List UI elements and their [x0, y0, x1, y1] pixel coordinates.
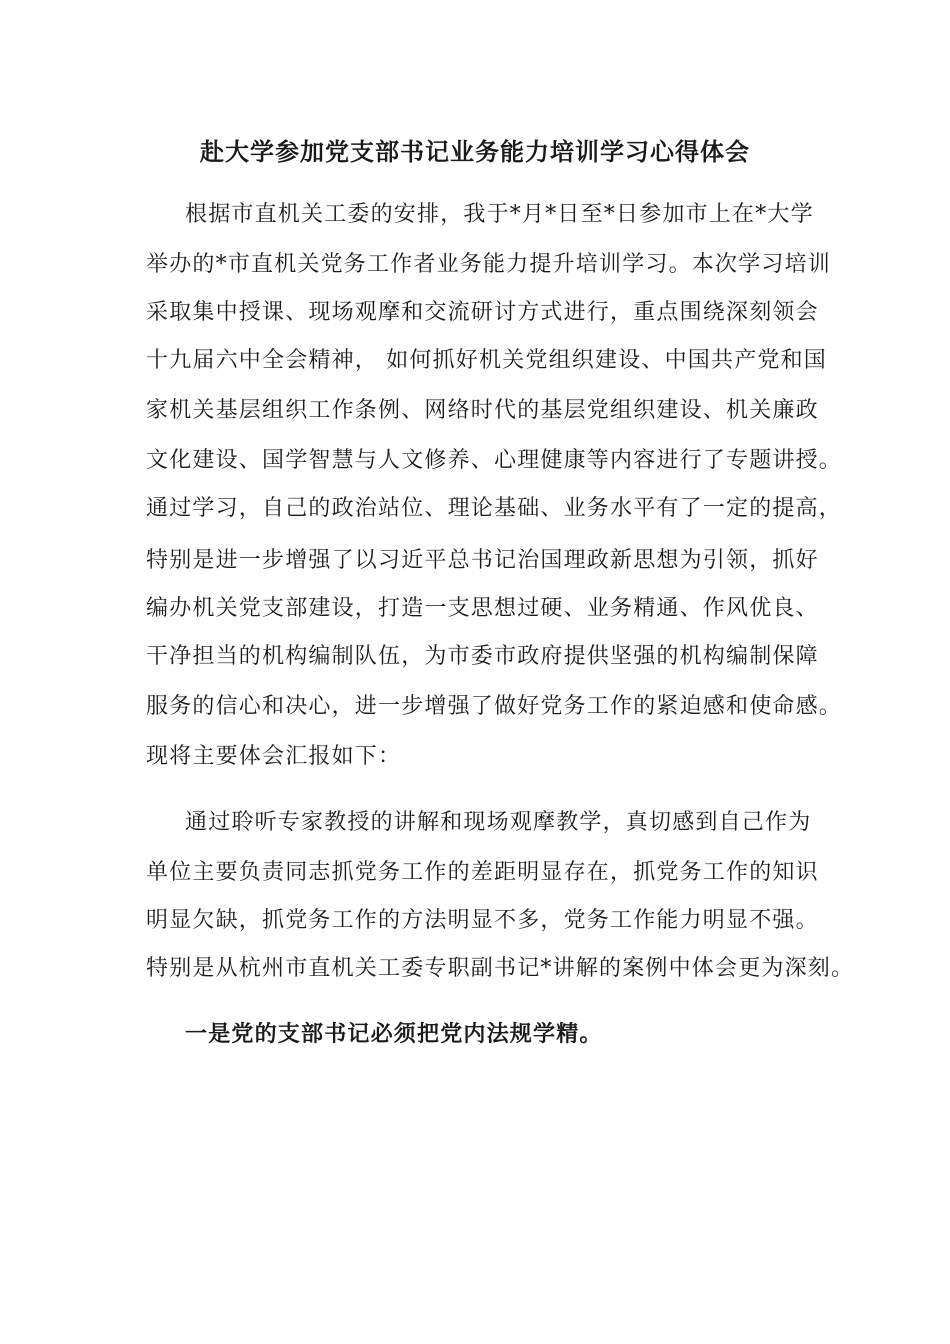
paragraph-1-line: 十九届六中全会精神， 如何抓好机关党组织建设、中国共产党和国	[146, 348, 827, 373]
paragraph-1-line: 家机关基层组织工作条例、网络时代的基层党组织建设、机关廉政	[146, 398, 819, 423]
paragraph-1-line: 通过学习，自己的政治站位、理论基础、业务水平有了一定的提高，	[146, 496, 843, 521]
paragraph-2-line: 特别是从杭州市直机关工委专职副书记*讲解的案例中体会更为深刻。	[146, 956, 855, 981]
paragraph-1-line: 编办机关党支部建设，打造一支思想过硬、业务精通、作风优良、	[146, 596, 819, 621]
document-title: 赴大学参加党支部书记业务能力培训学习心得体会	[200, 138, 750, 166]
paragraph-1-line: 举办的*市直机关党务工作者业务能力提升培训学习。本次学习培训	[146, 252, 832, 277]
paragraph-1-line: 根据市直机关工委的安排，我于*月*日至*日参加市上在*大学	[185, 202, 814, 227]
paragraph-1-line: 服务的信心和决心，进一步增强了做好党务工作的紧迫感和使命感。	[146, 694, 843, 719]
paragraph-2-line: 单位主要负责同志抓党务工作的差距明显存在，抓党务工作的知识	[146, 860, 819, 885]
paragraph-1-line: 现将主要体会汇报如下：	[146, 744, 402, 769]
paragraph-2-line: 通过聆听专家教授的讲解和现场观摩教学，真切感到自己作为	[185, 810, 812, 835]
paragraph-1-line: 文化建设、国学智慧与人文修养、心理健康等内容进行了专题讲授。	[146, 448, 843, 473]
paragraph-1-line: 采取集中授课、现场观摩和交流研讨方式进行，重点围绕深刻领会	[146, 300, 819, 325]
paragraph-1-line: 特别是进一步增强了以习近平总书记治国理政新思想为引领，抓好	[146, 548, 819, 573]
paragraph-2-line: 明显欠缺，抓党务工作的方法明显不多，党务工作能力明显不强。	[146, 908, 819, 933]
paragraph-1-line: 干净担当的机构编制队伍，为市委市政府提供坚强的机构编制保障	[146, 644, 819, 669]
section-heading: 一是党的支部书记必须把党内法规学精。	[185, 1022, 603, 1047]
